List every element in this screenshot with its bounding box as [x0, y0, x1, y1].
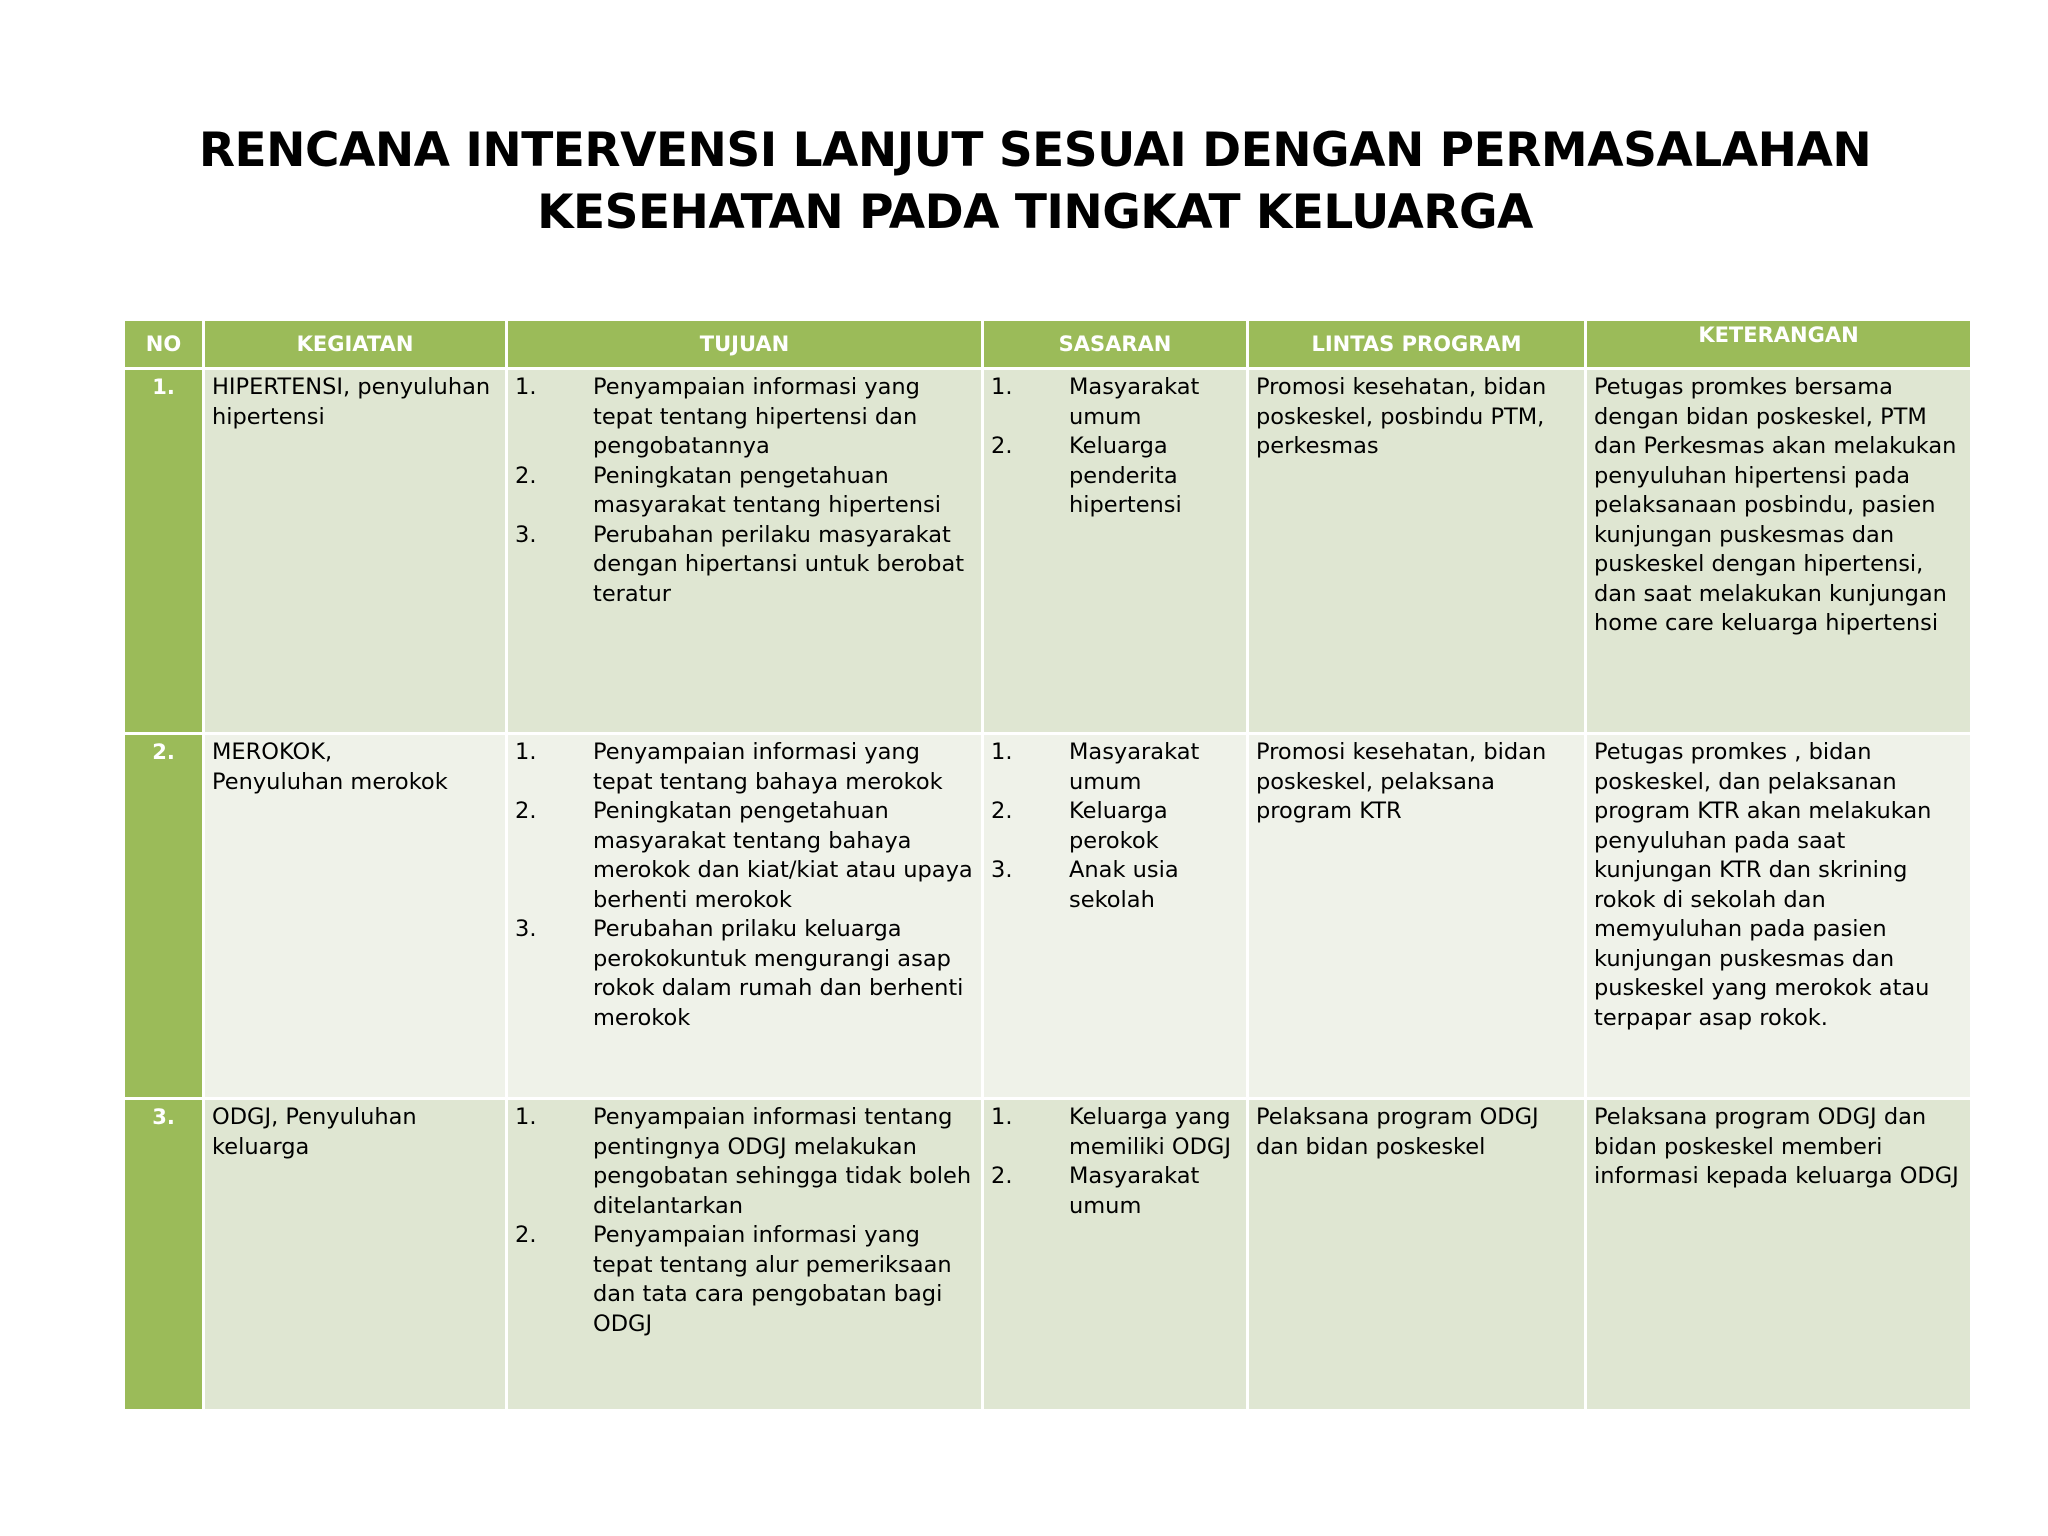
- list-item: [515, 1221, 974, 1339]
- header-no: NO: [124, 320, 204, 369]
- sasaran-list: [991, 1103, 1239, 1221]
- list-item: [515, 521, 974, 610]
- sasaran-list: [991, 738, 1239, 915]
- lintas-program-cell: Pelaksana program ODGJ dan bidan poskeskel: [1248, 1099, 1586, 1411]
- list-text: Masyarakat umum: [1069, 374, 1200, 430]
- tujuan-list: [515, 1103, 974, 1339]
- list-text: Penyampaian informasi tentang pentingnya ODGJ melakukan pengobatan sehingga tidak boleh ditelantarkan: [593, 1104, 972, 1219]
- header-tujuan: TUJUAN: [507, 320, 983, 369]
- list-text: Anak usia sekolah: [1069, 857, 1179, 913]
- table-row: [124, 734, 1972, 1099]
- slide-title: [140, 120, 1930, 244]
- list-item: [515, 462, 974, 521]
- table-row: [124, 369, 1972, 734]
- intervention-table: [122, 318, 1973, 1412]
- row-number: 3.: [124, 1099, 204, 1411]
- list-number: 2.: [991, 433, 1013, 459]
- kegiatan-text: MEROKOK,: [212, 739, 333, 765]
- list-number: 2.: [515, 462, 537, 489]
- sasaran-cell: [983, 1099, 1248, 1411]
- keterangan-cell: Petugas promkes , bidan poskeskel, dan pelaksanan program KTR akan melakukan penyuluhan pada saat kunjungan KTR dan skrining rokok di sekolah dan memyuluhan pada pasien kunjungan puskesmas dan puskeskel yang merokok atau terpapar asap rokok.: [1586, 734, 1972, 1099]
- list-text: Keluarga penderita hipertensi: [1069, 433, 1182, 518]
- list-text: Masyarakat umum: [1069, 1163, 1200, 1219]
- table-row: [124, 1099, 1972, 1411]
- list-item: [515, 738, 974, 797]
- header-kegiatan: KEGIATAN: [204, 320, 507, 369]
- list-item: [991, 1103, 1239, 1162]
- kegiatan-cell: [204, 369, 507, 734]
- list-text: Peningkatan pengetahuan masyarakat tentang bahaya merokok dan kiat/kiat atau upaya berhenti merokok: [593, 798, 973, 913]
- tujuan-cell: [507, 1099, 983, 1411]
- tujuan-list: [515, 738, 974, 1033]
- list-text: Penyampaian informasi yang tepat tentang alur pemeriksaan dan tata cara pengobatan bagi ODGJ: [593, 1222, 952, 1337]
- list-number: 1.: [515, 1104, 537, 1130]
- list-item: [991, 1162, 1239, 1221]
- row-number: 2.: [124, 734, 204, 1099]
- tujuan-cell: [507, 369, 983, 734]
- list-item: [515, 1103, 974, 1221]
- list-item: [991, 432, 1239, 521]
- header-sasaran: SASARAN: [983, 320, 1248, 369]
- list-number: 3.: [991, 857, 1013, 883]
- list-text: Masyarakat umum: [1069, 739, 1200, 795]
- list-number: 1.: [515, 374, 537, 400]
- tujuan-list: [515, 373, 974, 609]
- title-line-1: RENCANA INTERVENSI LANJUT SESUAI DENGAN PERMASALAHAN: [198, 123, 1872, 178]
- list-number: 2.: [991, 798, 1013, 824]
- header-lintas-program: LINTAS PROGRAM: [1248, 320, 1586, 369]
- list-text: Penyampaian informasi yang tepat tentang hipertensi dan pengobatannya: [593, 374, 920, 459]
- kegiatan-cell: [204, 1099, 507, 1411]
- list-item: [991, 856, 1239, 915]
- list-text: Penyampaian informasi yang tepat tentang bahaya merokok: [593, 739, 943, 795]
- list-number: 1.: [515, 739, 537, 765]
- lintas-program-cell: Promosi kesehatan, bidan poskeskel, pelaksana program KTR: [1248, 734, 1586, 1099]
- list-number: 2.: [991, 1163, 1013, 1189]
- list-number: 1.: [991, 739, 1013, 765]
- header-keterangan: KETERANGAN: [1586, 320, 1972, 369]
- list-text: Perubahan perilaku masyarakat dengan hipertansi untuk berobat teratur: [593, 521, 965, 607]
- keterangan-cell: Petugas promkes bersama dengan bidan poskeskel, PTM dan Perkesmas akan melakukan penyuluhan hipertensi pada pelaksanaan posbindu, pasien kunjungan puskesmas dan puskeskel dengan hipertensi, dan saat melakukan kunjungan home care keluarga hipertensi: [1586, 369, 1972, 734]
- sasaran-cell: [983, 734, 1248, 1099]
- list-item: [515, 915, 974, 1033]
- list-item: [991, 738, 1239, 797]
- list-text: Peningkatan pengetahuan masyarakat tentang hipertensi: [593, 462, 941, 518]
- row-number: 1.: [124, 369, 204, 734]
- list-text: Keluarga yang memiliki ODGJ: [1069, 1104, 1231, 1160]
- tujuan-cell: [507, 734, 983, 1099]
- list-item: [991, 373, 1239, 432]
- kegiatan-cell: [204, 734, 507, 1099]
- title-line-2: KESEHATAN PADA TINGKAT KELUARGA: [537, 185, 1533, 240]
- list-item: [515, 797, 974, 915]
- list-number: 1.: [991, 1104, 1013, 1130]
- list-number: 3.: [515, 916, 537, 942]
- list-number: 2.: [515, 1222, 537, 1248]
- kegiatan-text: ODGJ, Penyuluhan keluarga: [212, 1104, 417, 1160]
- sasaran-cell: [983, 369, 1248, 734]
- list-number: 2.: [515, 798, 537, 824]
- list-text: Keluarga perokok: [1069, 798, 1168, 854]
- kegiatan-subtext: Penyuluhan merokok: [212, 768, 448, 795]
- sasaran-list: [991, 373, 1239, 521]
- kegiatan-text: HIPERTENSI, penyuluhan hipertensi: [212, 374, 491, 430]
- table-header-row: [124, 320, 1972, 369]
- keterangan-cell: Pelaksana program ODGJ dan bidan poskeskel memberi informasi kepada keluarga ODGJ: [1586, 1099, 1972, 1411]
- list-number: 3.: [515, 521, 537, 548]
- list-item: [515, 373, 974, 462]
- lintas-program-cell: Promosi kesehatan, bidan poskeskel, posbindu PTM, perkesmas: [1248, 369, 1586, 734]
- list-item: [991, 797, 1239, 856]
- list-text: Perubahan prilaku keluarga perokokuntuk mengurangi asap rokok dalam rumah dan berhenti merokok: [593, 916, 964, 1031]
- list-number: 1.: [991, 374, 1013, 400]
